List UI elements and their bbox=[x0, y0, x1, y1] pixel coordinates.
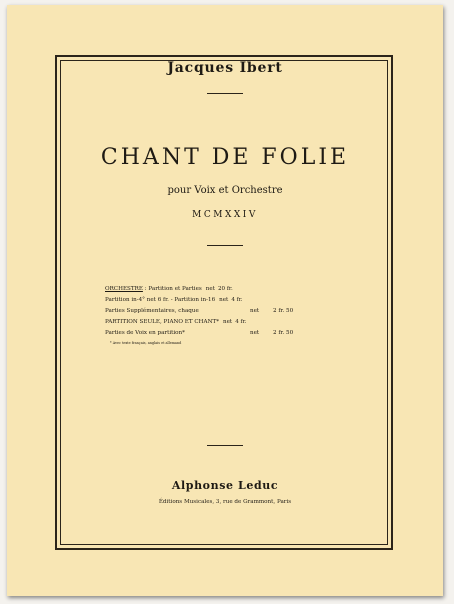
work-subtitle: pour Voix et Orchestre bbox=[167, 185, 283, 196]
price-value: 2 fr. 50 bbox=[273, 308, 294, 314]
divider-rule bbox=[207, 93, 243, 94]
net-label: net bbox=[250, 308, 260, 314]
price-value: 4 fr. bbox=[235, 319, 247, 325]
publisher-name: Alphonse Leduc bbox=[171, 479, 279, 492]
publisher-address: Éditions Musicales, 3, rue de Grammont, Paris bbox=[158, 499, 292, 505]
net-label: net bbox=[219, 297, 229, 303]
divider-rule bbox=[207, 245, 243, 246]
divider-rule bbox=[207, 445, 243, 446]
price-value: 4 fr. bbox=[231, 297, 243, 303]
language-note: * Avec texte français, anglais et allemand bbox=[110, 341, 182, 345]
supplementaires-label: Parties Supplémentaires, chaque bbox=[105, 308, 199, 314]
voix-label: Parties de Voix en partition* bbox=[105, 330, 185, 336]
net-label: net bbox=[250, 330, 260, 336]
partition-label: Partition in-4° net 6 fr. - Partition in-16 bbox=[105, 297, 216, 303]
net-label: net bbox=[205, 286, 215, 292]
orchestre-heading: ORCHESTRE bbox=[105, 286, 143, 292]
orchestre-label: : Partition et Parties bbox=[142, 286, 202, 292]
price-value: 20 fr. bbox=[217, 286, 233, 292]
score-cover bbox=[7, 5, 443, 596]
work-title: CHANT DE FOLIE bbox=[100, 145, 350, 170]
price-value: 2 fr. 50 bbox=[273, 330, 294, 336]
composer-name: Jacques Ibert bbox=[167, 60, 283, 76]
work-year: MCMXXIV bbox=[192, 210, 258, 220]
net-label: net bbox=[223, 319, 233, 325]
edition-price-list bbox=[105, 287, 295, 348]
piano-label: PARTITION SEULE, PIANO ET CHANT* bbox=[105, 319, 220, 325]
